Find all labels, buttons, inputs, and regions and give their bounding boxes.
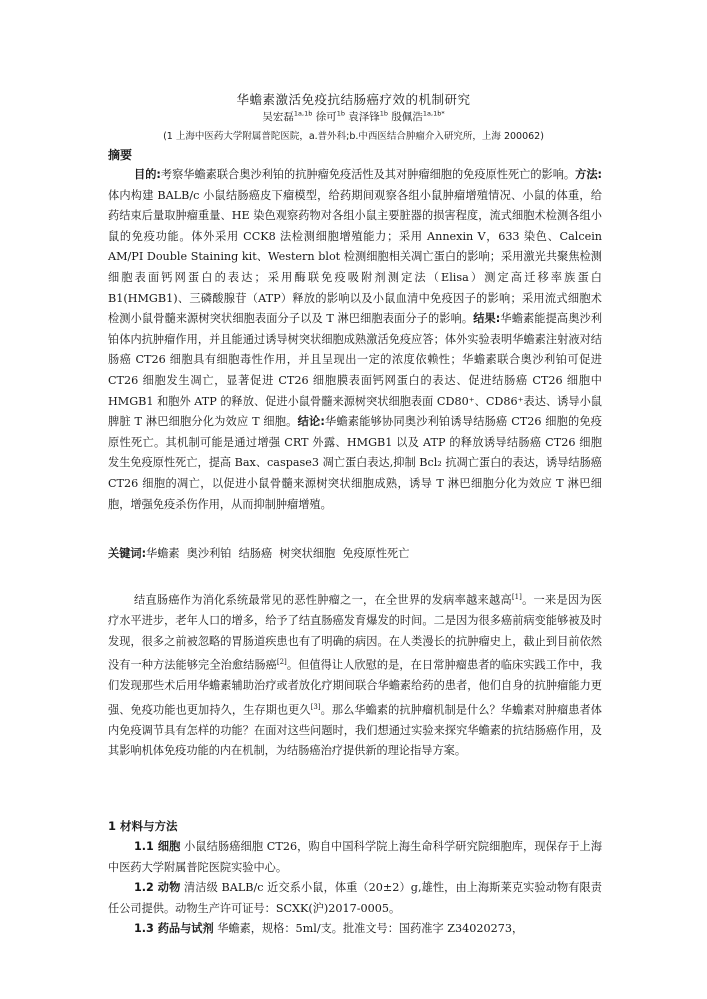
keywords <box>108 545 409 561</box>
intro-text: 。但值得让人欣慰的是，在日常肿瘤患者的临床实践工作中，我们发现那些术后用华蟾素辅助治疗或者放化疗期间联合华蟾素给药的患者，他们自身的抗肿瘤能力更强、免疫功能也更加持久，生存期也更久 <box>108 658 602 717</box>
subsection-text: 小鼠结肠癌细胞 CT26，购自中国科学院上海生命科学研究院细胞库，现保存于上海中医药大学附属普陀医院实验中心。 <box>108 840 603 874</box>
paper-title: 华蟾素激活免疫抗结肠癌疗效的机制研究 <box>236 92 471 107</box>
author-name: 袁泽锋 <box>348 111 380 123</box>
author-name: 殷佩浩 <box>391 111 423 123</box>
author-affil-sup: 1a,1b <box>293 109 313 118</box>
subsection-label: 1.1 细胞 <box>134 840 181 853</box>
citation-ref[interactable]: [1] <box>511 593 522 601</box>
intro-text: 。一来是因为医疗水平进步，老年人口的增多，给予了结直肠癌发育爆发的时间。二是因为很多癌前病变能够被及时发现，很多之前被忽略的胃肠道疾患也有了明确的病因。在人类漫长的抗肿瘤史上，截止到目前依然没有一种方法能够完全治愈结肠癌 <box>108 593 602 672</box>
section-heading: 1 材料与方法 <box>108 819 178 833</box>
subsection-text: 华蟾素，规格：5ml/支。批准文号：国药准字 Z34020273， <box>217 922 524 935</box>
results-label: 结果: <box>473 312 501 326</box>
conclusion-label: 结论: <box>297 415 325 429</box>
subsection-animals <box>108 878 602 919</box>
subsection-label: 1.3 药品与试剂 <box>134 922 214 935</box>
results-text: 华蟾素能提高奥沙利铂体内抗肿瘤作用，并且能通过诱导树突状细胞成熟激活免疫应答；体外实验表明华蟾素注射液对结肠癌 CT26 细胞具有细胞毒性作用，并且呈现出一定的浓度依赖性；华蟾素联合奥沙利铂可促进 CT26 细胞发生凋亡，显著促进 CT26 细胞膜表面钙网蛋白的表达、促进结肠癌 CT26 细胞中 HMGB1 和胞外 ATP 的释放、促进小鼠骨髓来源树突状细胞表面 CD80⁺、CD86⁺表达、诱导小鼠脾脏 T 淋巴细胞分化为效应 T 细胞。 <box>108 312 603 429</box>
subsection-text: 清洁级 BALB/c 近交系小鼠，体重（20±2）g,雄性，由上海斯莱克实验动物有限责任公司提供。动物生产许可证号：SCXK(沪)2017-0005。 <box>108 881 603 915</box>
citation-ref[interactable]: [3] <box>310 702 321 711</box>
author-affil-sup: 1a,1b* <box>422 109 445 118</box>
author-name: 吴宏磊 <box>262 111 294 123</box>
methods-text: 体内构建 BALB/c 小鼠结肠癌皮下瘤模型，给药期间观察各组小鼠肿瘤增殖情况、小鼠的体重，给药结束后量取肿瘤重量、HE 染色观察药物对各组小鼠主要脏器的损害程度，流式细胞术检测各组小鼠的免疫功能。体外采用 CCK8 法检测细胞增殖能力；采用 Annexin V，633 染色、Calcein AM/PI Double Staining kit、Western blot 检测细胞相关凋亡蛋白的影响；采用激光共聚焦检测细胞表面钙网蛋白的表达；采用酶联免疫吸附剂测定法（Elisa）测定高迁移率族蛋白 B1(HMGB1)、三磷酸腺苷（ATP）释放的影响以及小鼠血清中免疫因子的影响；采用流式细胞术检测小鼠骨髓来源树突状细胞表面分子以及 T 淋巴细胞表面分子的影响。 <box>108 188 602 326</box>
intro-paragraph <box>108 587 602 761</box>
author-name: 徐可 <box>315 111 337 123</box>
subsection-cells <box>108 837 602 878</box>
citation-ref[interactable]: [2] <box>276 657 287 666</box>
affiliation: (1 上海中医药大学附属普陀医院，a.普外科;b.中西医结合肿瘤介入研究所，上海 200062) <box>163 131 544 142</box>
objective-label: 目的: <box>134 168 161 181</box>
keywords-text: 华蟾素 奥沙利铂 结肠癌 树突状细胞 免疫原性死亡 <box>146 547 410 560</box>
author-affil-sup: 1b <box>379 109 389 118</box>
subsection-label: 1.2 动物 <box>134 881 181 894</box>
intro-text: 结直肠癌作为消化系统最常见的恶性肿瘤之一，在全世界的发病率越来越高 <box>134 593 512 607</box>
abstract-heading: 摘要 <box>108 148 133 162</box>
author-affil-sup: 1b <box>336 109 345 118</box>
keywords-label: 关键词: <box>108 547 147 560</box>
intro-text: 。那么华蟾素的抗肿瘤机制是什么？华蟾素对肿瘤患者体内免疫调节具有怎样的功能？在面对这些问题时，我们想通过实验来探究华蟾素的抗结肠癌作用，及其影响机体免疫功能的内在机制，为结肠癌治疗提供新的理论指导方案。 <box>108 703 602 758</box>
conclusion-text: 华蟾素能够协同奥沙利铂诱导结肠癌 CT26 细胞的免疫原性死亡。其机制可能是通过增强 CRT 外露、HMGB1 以及 ATP 的释放诱导结肠癌 CT26 细胞发生免疫原性死亡，提高 Bax、caspase3 凋亡蛋白表达,抑制 Bcl₂ 抗凋亡蛋白的表达，诱导结肠癌 CT26 细胞的凋亡，以促进小鼠骨髓来源树突状细胞成熟，诱导 T 淋巴细胞分化为效应 T 淋巴细胞，增强免疫杀伤作用，从而抑制肿瘤增殖。 <box>108 415 602 511</box>
subsection-drugs <box>108 919 602 940</box>
objective-text: 考察华蟾素联合奥沙利铂的抗肿瘤免疫活性及其对肿瘤细胞的免疫原性死亡的影响。 <box>160 168 576 181</box>
methods-label: 方法: <box>575 168 602 181</box>
abstract-body <box>108 165 602 515</box>
author-line <box>0 109 707 124</box>
